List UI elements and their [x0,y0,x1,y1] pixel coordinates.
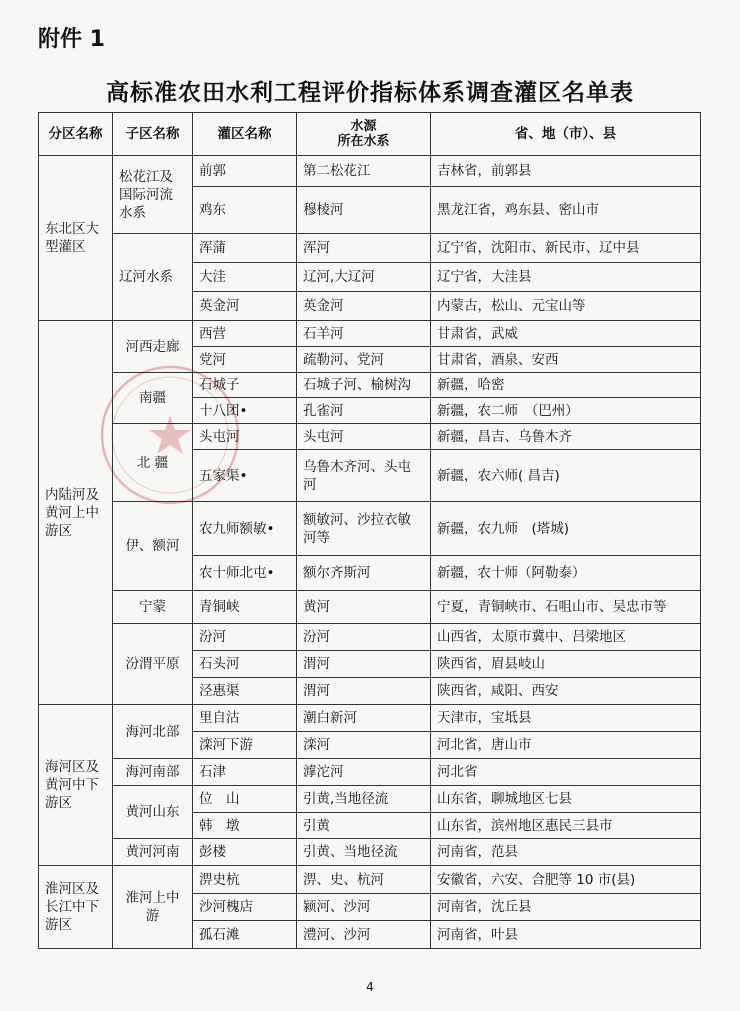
subzone-cell: 伊、额河 [113,502,193,591]
table-header-row [39,113,701,156]
district-cell: 淠史杭 [193,866,297,894]
location-cell: 安徽省，六安、合肥等 10 市(县) [431,866,701,894]
zone-cell: 内陆河及黄河上中游区 [39,321,113,705]
table-row [39,373,701,398]
subzone-cell: 黄河山东 [113,786,193,839]
header-water-line1: 水源 [350,119,377,134]
water-cell: 乌鲁木齐河、头屯河 [297,450,431,502]
irrigation-district-table [38,112,701,949]
district-cell: 青铜峡 [193,591,297,624]
water-cell: 英金河 [297,292,431,321]
location-cell: 辽宁省，大洼县 [431,263,701,292]
page-title: 高标准农田水利工程评价指标体系调查灌区名单表 [106,80,634,106]
location-cell: 河北省，唐山市 [431,732,701,759]
table-row [39,321,701,347]
district-cell: 农十师北屯• [193,556,297,591]
location-cell: 山东省，滨州地区惠民三县市 [431,813,701,839]
district-cell: 英金河 [193,292,297,321]
location-cell: 新疆，农六师( 昌吉) [431,450,701,502]
district-cell: 沙河槐店 [193,894,297,921]
water-cell: 额尔齐斯河 [297,556,431,591]
district-cell: 鸡东 [193,187,297,234]
table-row [39,839,701,866]
subzone-cell: 河西走廊 [113,321,193,373]
location-cell: 内蒙古，松山、元宝山等 [431,292,701,321]
table-row [39,705,701,732]
water-cell: 石羊河 [297,321,431,347]
location-cell: 新疆，昌吉、乌鲁木齐 [431,424,701,450]
water-cell: 额敏河、沙拉衣敏河等 [297,502,431,556]
district-cell: 浑蒲 [193,234,297,263]
zone-cell: 淮河区及长江中下游区 [39,866,113,949]
table-row [39,759,701,786]
table-row [39,234,701,263]
district-cell: 石津 [193,759,297,786]
location-cell: 天津市，宝坻县 [431,705,701,732]
table-row [39,156,701,187]
header-zone: 分区名称 [39,113,113,156]
location-cell: 陕西省，咸阳、西安 [431,678,701,705]
header-district: 灌区名称 [193,113,297,156]
district-cell: 孤石滩 [193,921,297,949]
district-cell: 里自沽 [193,705,297,732]
location-cell: 吉林省，前郭县 [431,156,701,187]
district-cell: 大洼 [193,263,297,292]
district-cell: 党河 [193,347,297,373]
location-cell: 河南省，范县 [431,839,701,866]
subzone-cell: 南疆 [113,373,193,424]
table-row [39,624,701,651]
header-water-source [297,113,431,156]
header-water-line2: 所在水系 [337,134,390,149]
location-cell: 河南省，沈丘县 [431,894,701,921]
water-cell: 浑河 [297,234,431,263]
district-cell: 农九师额敏• [193,502,297,556]
subzone-cell: 海河北部 [113,705,193,759]
district-cell: 滦河下游 [193,732,297,759]
district-cell: 五家渠• [193,450,297,502]
water-cell: 引黄 [297,813,431,839]
header-location: 省、地（市）、县 [431,113,701,156]
attachment-label: 附件 1 [38,27,105,52]
water-cell: 头屯河 [297,424,431,450]
table-row [39,786,701,813]
district-cell: 彭楼 [193,839,297,866]
district-cell: 石头河 [193,651,297,678]
water-cell: 石城子河、榆树沟 [297,373,431,398]
subzone-cell: 黄河河南 [113,839,193,866]
district-cell: 石城子 [193,373,297,398]
subzone-cell: 海河南部 [113,759,193,786]
district-cell: 前郭 [193,156,297,187]
water-cell: 穆棱河 [297,187,431,234]
district-cell: 韩 墩 [193,813,297,839]
subzone-cell: 辽河水系 [113,234,193,321]
header-subzone: 子区名称 [113,113,193,156]
water-cell: 疏勒河、党河 [297,347,431,373]
location-cell: 陕西省，眉县岐山 [431,651,701,678]
water-cell: 滦河 [297,732,431,759]
water-cell: 澧河、沙河 [297,921,431,949]
water-cell: 孔雀河 [297,398,431,424]
water-cell: 第二松花江 [297,156,431,187]
location-cell: 新疆，农九师 (塔城) [431,502,701,556]
table-row [39,502,701,556]
location-cell: 新疆，农十师（阿勒泰） [431,556,701,591]
location-cell: 新疆，哈密 [431,373,701,398]
water-cell: 引黄,当地径流 [297,786,431,813]
water-cell: 辽河,大辽河 [297,263,431,292]
location-cell: 辽宁省，沈阳市、新民市、辽中县 [431,234,701,263]
district-cell: 泾惠渠 [193,678,297,705]
district-cell: 十八团• [193,398,297,424]
subzone-cell: 淮河上中游 [113,866,193,949]
location-cell: 新疆，农二师 （巴州） [431,398,701,424]
location-cell: 河北省 [431,759,701,786]
district-cell: 西营 [193,321,297,347]
district-cell: 头屯河 [193,424,297,450]
subzone-cell: 汾渭平原 [113,624,193,705]
water-cell: 引黄、当地径流 [297,839,431,866]
table-row [39,866,701,894]
table-row [39,591,701,624]
zone-cell: 东北区大型灌区 [39,156,113,321]
water-cell: 淠、史、杭河 [297,866,431,894]
water-cell: 汾河 [297,624,431,651]
water-cell: 滹沱河 [297,759,431,786]
location-cell: 甘肃省，武威 [431,321,701,347]
location-cell: 河南省，叶县 [431,921,701,949]
table-row [39,424,701,450]
page-number: 4 [366,980,374,994]
district-cell: 汾河 [193,624,297,651]
location-cell: 宁夏，青铜峡市、石咀山市、吴忠市等 [431,591,701,624]
water-cell: 黄河 [297,591,431,624]
water-cell: 潮白新河 [297,705,431,732]
water-cell: 渭河 [297,651,431,678]
district-cell: 位 山 [193,786,297,813]
location-cell: 黑龙江省，鸡东县、密山市 [431,187,701,234]
subzone-cell: 北 疆 [113,424,193,502]
subzone-cell: 宁蒙 [113,591,193,624]
subzone-cell: 松花江及国际河流水系 [113,156,193,234]
water-cell: 颍河、沙河 [297,894,431,921]
zone-cell: 海河区及黄河中下游区 [39,705,113,866]
location-cell: 甘肃省，酒泉、安西 [431,347,701,373]
water-cell: 渭河 [297,678,431,705]
location-cell: 山东省，聊城地区七县 [431,786,701,813]
location-cell: 山西省，太原市冀中、吕梁地区 [431,624,701,651]
